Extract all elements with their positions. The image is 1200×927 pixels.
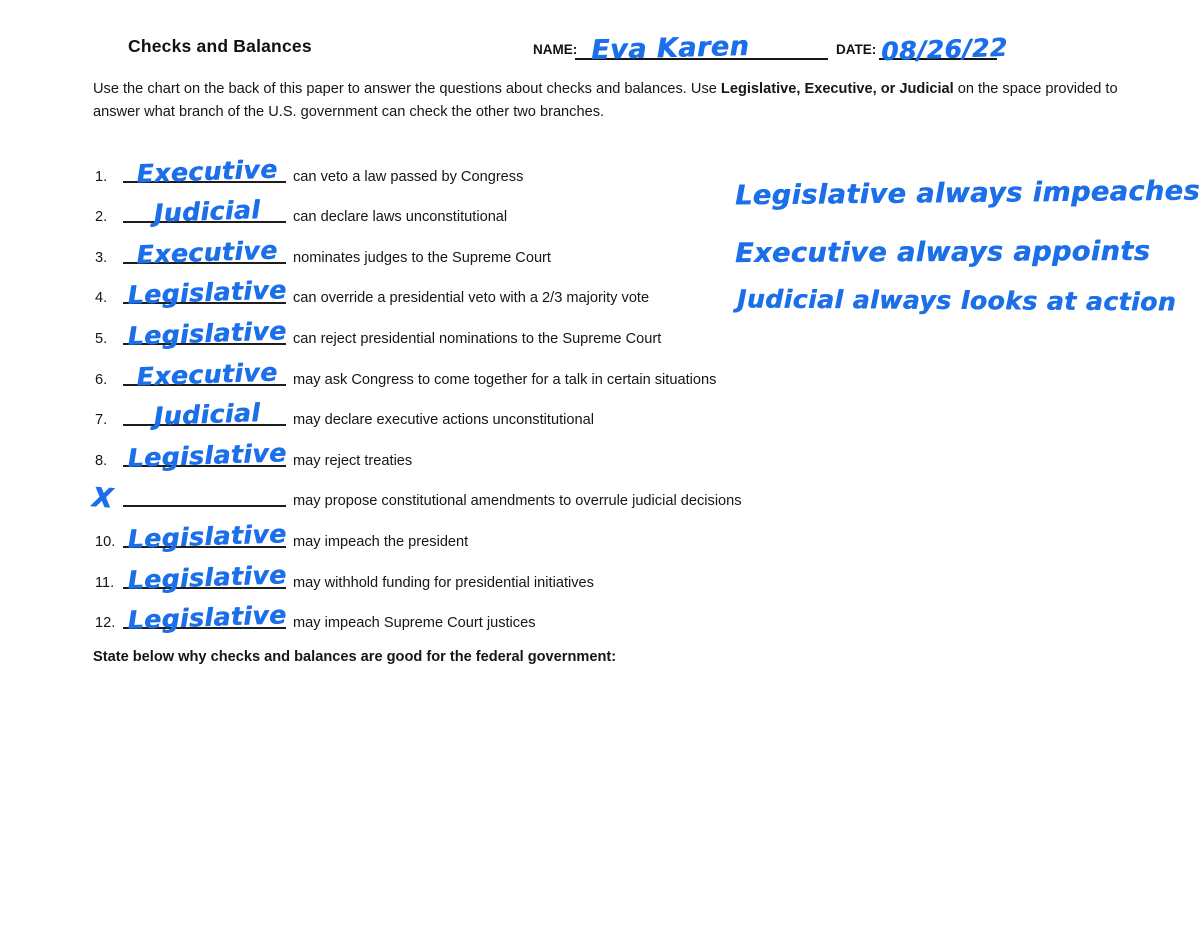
- answer-handwriting: [125, 508, 289, 514]
- instructions-bold-branches: Legislative, Executive, or Judicial: [720, 81, 954, 97]
- answer-handwriting: Legislative: [127, 600, 287, 636]
- question-number: 10.: [95, 534, 116, 551]
- answer-handwriting: Legislative: [127, 316, 287, 351]
- question-text: may impeach Supreme Court justices: [293, 615, 536, 632]
- margin-note: Judicial always looks at action: [736, 284, 1177, 317]
- question-text: may ask Congress to come together for a talk in certain situations: [293, 371, 717, 388]
- answer-handwriting: Executive: [136, 357, 278, 392]
- question-row: [93, 358, 853, 399]
- page-title: Checks and Balances: [128, 36, 312, 56]
- crossed-out-mark: X: [90, 482, 115, 516]
- question-row: [93, 602, 853, 643]
- date-handwriting: 08/26/22: [880, 32, 1009, 67]
- answer-handwriting: Executive: [136, 154, 278, 189]
- instructions-paragraph: [93, 78, 1145, 123]
- name-handwriting: Eva Karen: [590, 30, 750, 67]
- question-number: 8.: [95, 452, 108, 469]
- question-text: may declare executive actions unconstitutional: [293, 412, 594, 429]
- question-text: may propose constitutional amendments to overrule judicial decisions: [293, 493, 742, 510]
- instructions-text-1: Use the chart on the back of this paper to answer the questions about checks and balances. Use: [93, 81, 721, 97]
- answer-handwriting: Judicial: [153, 398, 261, 432]
- question-row: [93, 561, 853, 602]
- question-number: 3.: [95, 249, 108, 266]
- question-text: can declare laws unconstitutional: [293, 209, 508, 226]
- answer-handwriting: Legislative: [127, 519, 287, 554]
- question-row: [93, 520, 853, 561]
- date-blank-line: [879, 20, 1009, 67]
- question-number: 11.: [95, 574, 115, 591]
- answer-handwriting: Judicial: [153, 195, 261, 229]
- instructions-text-2: on the space provided to answer what branch of the U.S. government can check the other two branches.: [93, 81, 1118, 120]
- question-number: 2.: [95, 209, 108, 226]
- question-text: can veto a law passed by Congress: [293, 168, 524, 185]
- question-number: 12.: [95, 615, 116, 632]
- question-number: 6.: [95, 371, 108, 388]
- question-row: [93, 439, 853, 480]
- question-number: 4.: [95, 290, 108, 307]
- question-text: may withhold funding for presidential initiatives: [293, 574, 594, 591]
- name-label: NAME:: [533, 42, 578, 57]
- question-number: 1.: [95, 168, 108, 185]
- question-text: nominates judges to the Supreme Court: [293, 249, 551, 266]
- answer-handwriting: Legislative: [127, 275, 287, 311]
- margin-note: Legislative always impeaches: [734, 175, 1200, 212]
- question-text: can override a presidential veto with a 2/3 majority vote: [293, 290, 650, 307]
- question-row: [93, 399, 853, 440]
- question-text: may reject treaties: [293, 452, 413, 469]
- question-number: 5.: [95, 331, 108, 348]
- margin-notes: [734, 175, 1200, 328]
- answer-handwriting: Executive: [136, 235, 278, 270]
- question-number: 7.: [95, 412, 108, 429]
- answer-handwriting: Legislative: [127, 559, 287, 595]
- footer-prompt: State below why checks and balances are good for the federal government:: [93, 649, 617, 665]
- answer-blank-line: [123, 505, 286, 507]
- date-label: DATE:: [836, 42, 877, 57]
- question-row: [90, 480, 853, 521]
- question-text: can reject presidential nominations to the Supreme Court: [293, 331, 662, 348]
- margin-note: Executive always appoints: [734, 235, 1151, 270]
- answer-handwriting: Legislative: [127, 438, 287, 473]
- question-text: may impeach the president: [293, 534, 469, 551]
- name-blank-line: [575, 20, 828, 67]
